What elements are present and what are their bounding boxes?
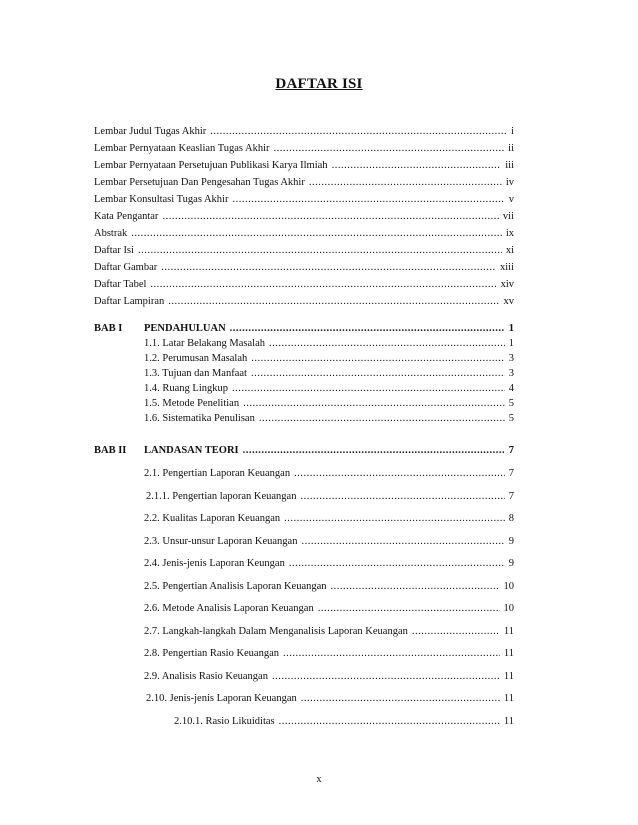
toc-entry: [94, 243, 514, 259]
toc-section: [146, 489, 514, 505]
toc-entry: [94, 124, 514, 140]
toc-section: [144, 366, 514, 382]
toc-section-text: 2.7. Langkah-langkah Dalam Menganalisis Laporan Keuangan: [144, 626, 408, 637]
toc-leader-dots: [289, 556, 505, 572]
toc-leader-dots: [294, 466, 505, 482]
toc-section-page: 5: [508, 398, 514, 409]
toc-section: [144, 624, 514, 640]
toc-chapter-bab-2: [94, 443, 514, 459]
chapter-code: BAB II: [94, 445, 127, 456]
toc-section-text: 2.5. Pengertian Analisis Laporan Keuangan: [144, 581, 327, 592]
chapter-title: LANDASAN TEORI: [144, 445, 239, 456]
toc-leader-dots: [309, 175, 502, 191]
chapter-code: BAB I: [94, 323, 123, 334]
toc-section-text: 2.1. Pengertian Laporan Keuangan: [144, 468, 291, 479]
toc-leader-dots: [168, 294, 499, 310]
toc-section-page: 11: [503, 671, 514, 682]
toc-section-page: 11: [503, 648, 514, 659]
chapter-page: 7: [508, 445, 514, 456]
toc-leader-dots: [243, 396, 505, 412]
toc-section-page: 11: [503, 716, 514, 727]
toc-section-page: 1: [508, 338, 514, 349]
toc-leader-dots: [300, 489, 504, 505]
toc-entry-page: v: [508, 194, 514, 205]
toc-entry-page: xiv: [500, 279, 514, 290]
toc-leader-dots: [272, 669, 500, 685]
toc-entry-text: Lembar Judul Tugas Akhir: [94, 126, 207, 137]
toc-leader-dots: [161, 260, 496, 276]
toc-section-text: 2.9. Analisis Rasio Keuangan: [144, 671, 268, 682]
toc-section: [144, 511, 514, 527]
toc-section: [144, 534, 514, 550]
toc-section-page: 8: [508, 513, 514, 524]
toc-entry-page: xi: [505, 245, 514, 256]
toc-entry-page: ii: [508, 143, 514, 154]
toc-section-page: 9: [508, 536, 514, 547]
toc-section-text: 1.4. Ruang Lingkup: [144, 383, 228, 394]
toc-section-text: 2.3. Unsur-unsur Laporan Keuangan: [144, 536, 298, 547]
toc-section-page: 7: [508, 491, 514, 502]
toc-leader-dots: [283, 646, 500, 662]
toc-section: [146, 691, 514, 707]
toc-leader-dots: [138, 243, 502, 259]
toc-section-text: 1.5. Metode Penelitian: [144, 398, 240, 409]
toc-section-text: 2.2. Kualitas Laporan Keuangan: [144, 513, 281, 524]
toc-entry-text: Daftar Gambar: [94, 262, 158, 273]
toc-leader-dots: [301, 691, 500, 707]
toc-leader-dots: [332, 158, 502, 174]
toc-entry: [94, 260, 514, 276]
toc-section-text: 2.6. Metode Analisis Laporan Keuangan: [144, 603, 314, 614]
chapter-title: PENDAHULUAN: [144, 323, 226, 334]
toc-section: [144, 579, 514, 595]
toc-entry-page: vii: [502, 211, 514, 222]
toc-entry: [94, 175, 514, 191]
toc-leader-dots: [243, 443, 505, 459]
toc-entry: [94, 277, 514, 293]
toc-entry-page: xv: [503, 296, 514, 307]
toc-entry-text: Daftar Isi: [94, 245, 134, 256]
toc-entry-page: ix: [505, 228, 514, 239]
toc-section-page: 4: [508, 383, 514, 394]
toc-entry-text: Lembar Konsultasi Tugas Akhir: [94, 194, 229, 205]
toc-leader-dots: [259, 411, 505, 427]
page-number: x: [316, 774, 322, 785]
toc-leader-dots: [230, 321, 505, 337]
toc-section: [144, 669, 514, 685]
toc-entry-page: iv: [505, 177, 514, 188]
toc-entry-text: Daftar Lampiran: [94, 296, 165, 307]
toc-section-page: 10: [503, 581, 514, 592]
toc-leader-dots: [412, 624, 500, 640]
toc-leader-dots: [251, 366, 505, 382]
toc-section-text: 2.8. Pengertian Rasio Keuangan: [144, 648, 280, 659]
toc-entry-text: Lembar Pernyataan Keaslian Tugas Akhir: [94, 143, 270, 154]
toc-section-page: 9: [508, 558, 514, 569]
toc-section-page: 11: [503, 693, 514, 704]
toc-section: [144, 411, 514, 427]
toc-section: [144, 466, 514, 482]
toc-entry-page: iii: [505, 160, 514, 171]
toc-section-page: 3: [508, 368, 514, 379]
toc-section-page: 10: [503, 603, 514, 614]
toc-chapter-bab-1: [94, 321, 514, 337]
toc-leader-dots: [274, 141, 505, 157]
toc-section-text: 1.3. Tujuan dan Manfaat: [144, 368, 247, 379]
toc-section: [144, 646, 514, 662]
toc-entry-page: xiii: [499, 262, 514, 273]
toc-leader-dots: [284, 511, 505, 527]
toc-section-page: 5: [508, 413, 514, 424]
toc-leader-dots: [251, 351, 505, 367]
toc-section: [144, 381, 514, 397]
toc-leader-dots: [331, 579, 500, 595]
toc-section-text: 1.6. Sistematika Penulisan: [144, 413, 255, 424]
chapter-page: 1: [508, 323, 514, 334]
toc-section-text: 2.1.1. Pengertian laporan Keuangan: [146, 491, 297, 502]
toc-entry-text: Daftar Tabel: [94, 279, 147, 290]
toc-leader-dots: [318, 601, 500, 617]
toc-section-text: 1.1. Latar Belakang Masalah: [144, 338, 265, 349]
toc-entry: [94, 209, 514, 225]
toc-leader-dots: [232, 381, 505, 397]
toc-section-text: 2.10. Jenis-jenis Laporan Keuangan: [146, 693, 297, 704]
toc-section: [144, 351, 514, 367]
toc-entry-page: i: [511, 126, 514, 137]
page-title: DAFTAR ISI: [275, 76, 363, 92]
toc-leader-dots: [301, 534, 504, 550]
toc-leader-dots: [162, 209, 498, 225]
toc-entry: [94, 141, 514, 157]
toc-section-page: 3: [508, 353, 514, 364]
toc-leader-dots: [131, 226, 502, 242]
toc-entry-text: Kata Pengantar: [94, 211, 159, 222]
toc-subsection: [174, 714, 514, 730]
toc-section-text: 2.4. Jenis-jenis Laporan Keungan: [144, 558, 285, 569]
toc-leader-dots: [232, 192, 504, 208]
toc-entry: [94, 192, 514, 208]
toc-section: [144, 556, 514, 572]
toc-leader-dots: [279, 714, 500, 730]
toc-leader-dots: [269, 336, 505, 352]
toc-entry: [94, 158, 514, 174]
toc-leader-dots: [150, 277, 496, 293]
toc-section-page: 7: [508, 468, 514, 479]
toc-section-text: 2.10.1. Rasio Likuiditas: [174, 716, 275, 727]
toc-entry-text: Lembar Persetujuan Dan Pengesahan Tugas Akhir: [94, 177, 305, 188]
toc-entry: [94, 294, 514, 310]
toc-entry-text: Abstrak: [94, 228, 128, 239]
toc-section: [144, 336, 514, 352]
toc-section-text: 1.2. Perumusan Masalah: [144, 353, 248, 364]
toc-section: [144, 396, 514, 412]
toc-section-page: 11: [503, 626, 514, 637]
toc-leader-dots: [210, 124, 507, 140]
toc-section: [144, 601, 514, 617]
toc-entry-text: Lembar Pernyataan Persetujuan Publikasi Karya Ilmiah: [94, 160, 328, 171]
toc-entry: [94, 226, 514, 242]
